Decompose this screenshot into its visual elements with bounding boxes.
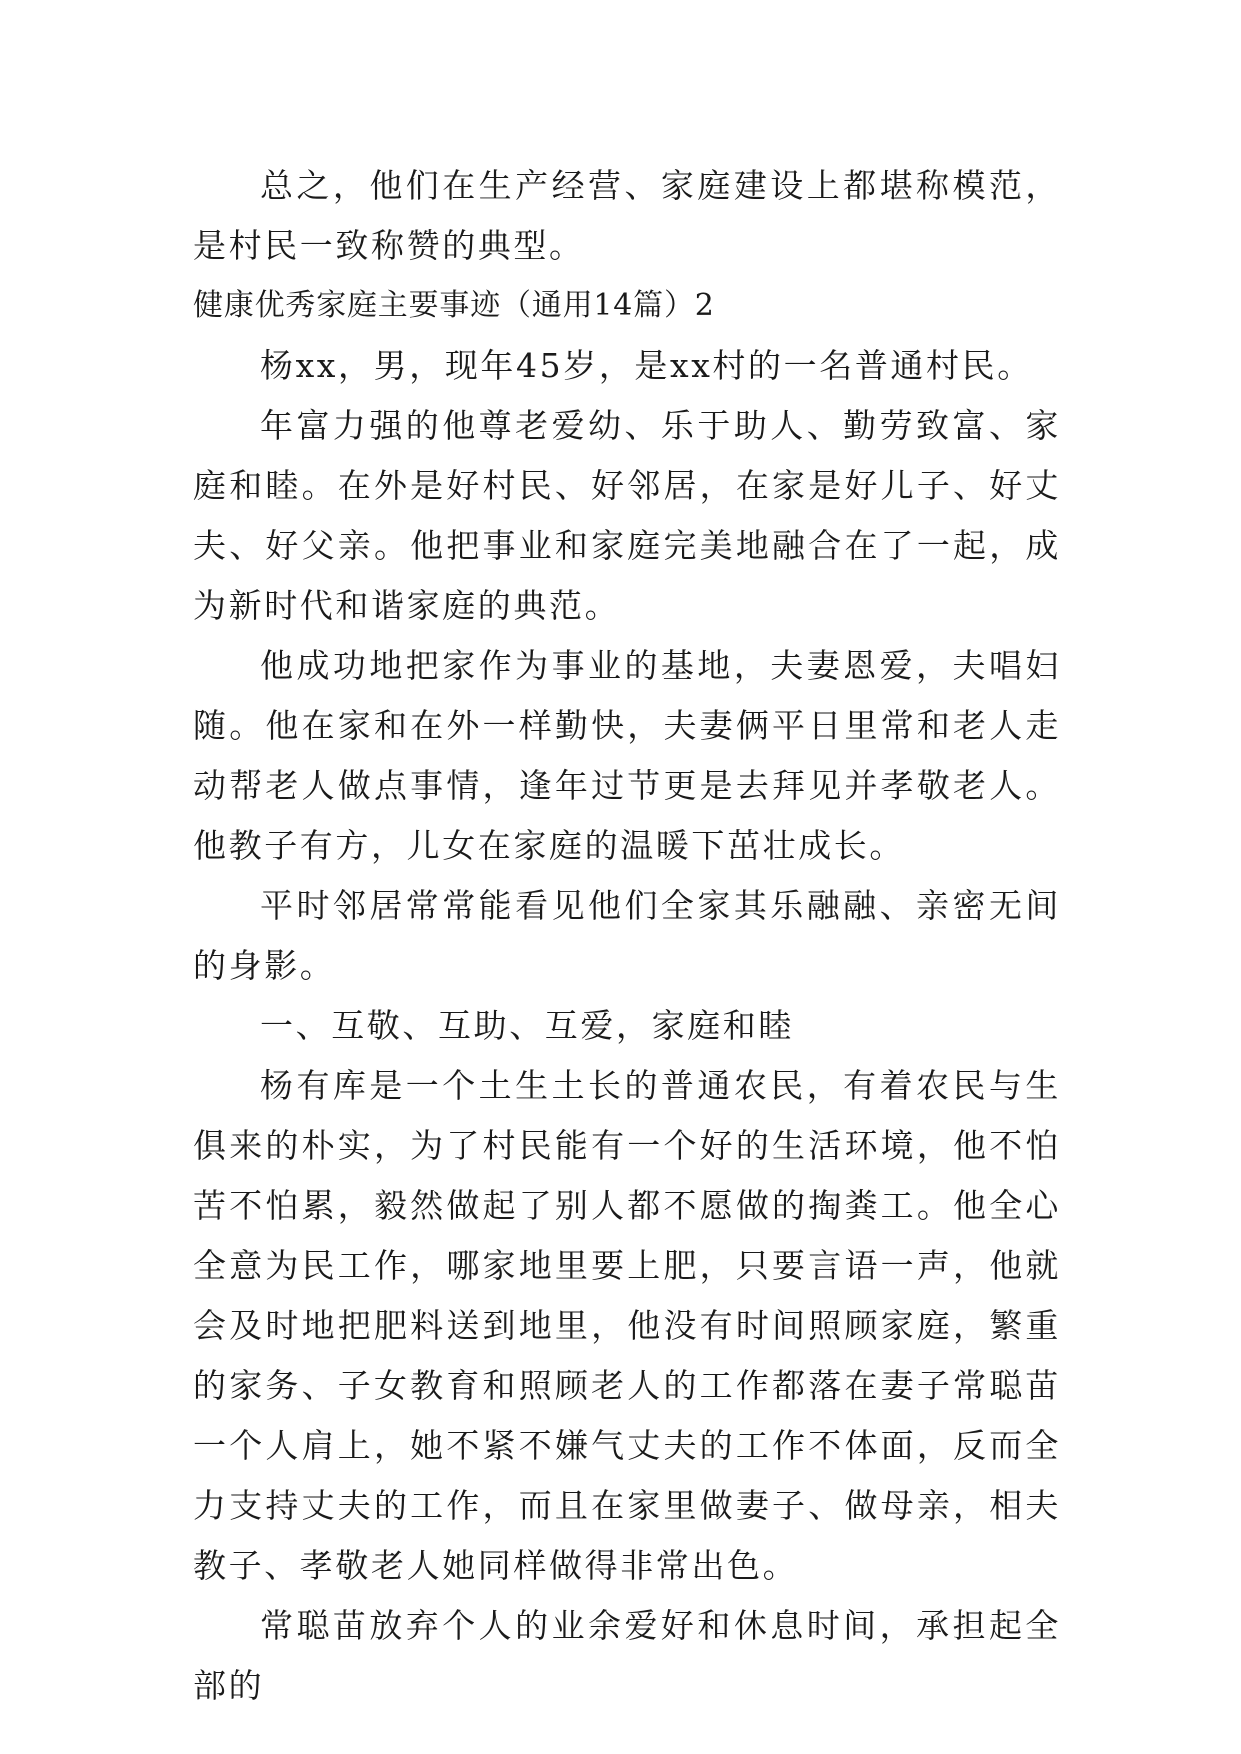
paragraph-summary: 总之，他们在生产经营、家庭建设上都堪称模范，是村民一致称赞的典型。 (193, 166, 1061, 265)
paragraph-intro: 杨xx，男，现年45岁，是xx村的一名普通村民。 (260, 346, 1033, 385)
document-body (193, 156, 1061, 1716)
paragraph-family: 他成功地把家作为事业的基地，夫妻恩爱，夫唱妇随。他在家和在外一样勤快，夫妻俩平日里常和老人走动帮老人做点事情，逢年过节更是去拜见并孝敬老人。他教子有方，儿女在家庭的温暖下茁壮成长。 (193, 646, 1061, 865)
subheading-harmony: 一、互敬、互助、互爱，家庭和睦 (260, 1006, 794, 1045)
section-heading: 健康优秀家庭主要事迹（通用14篇）2 (193, 288, 715, 323)
paragraph-chang-congmiao: 常聪苗放弃个人的业余爱好和休息时间，承担起全部的 (193, 1606, 1061, 1705)
paragraph-neighbors: 平时邻居常常能看见他们全家其乐融融、亲密无间的身影。 (193, 886, 1061, 985)
paragraph-character: 年富力强的他尊老爱幼、乐于助人、勤劳致富、家庭和睦。在外是好村民、好邻居，在家是好儿子、好丈夫、好父亲。他把事业和家庭完美地融合在了一起，成为新时代和谐家庭的典范。 (193, 406, 1061, 625)
paragraph-yang-youku: 杨有库是一个土生土长的普通农民，有着农民与生俱来的朴实，为了村民能有一个好的生活环境，他不怕苦不怕累，毅然做起了别人都不愿做的掏粪工。他全心全意为民工作，哪家地里要上肥，只要言语一声，他就会及时地把肥料送到地里，他没有时间照顾家庭，繁重的家务、子女教育和照顾老人的工作都落在妻子常聪苗一个人肩上，她不紧不嫌气丈夫的工作不体面，反而全力支持丈夫的工作，而且在家里做妻子、做母亲，相夫教子、孝敬老人她同样做得非常出色。 (193, 1066, 1061, 1585)
